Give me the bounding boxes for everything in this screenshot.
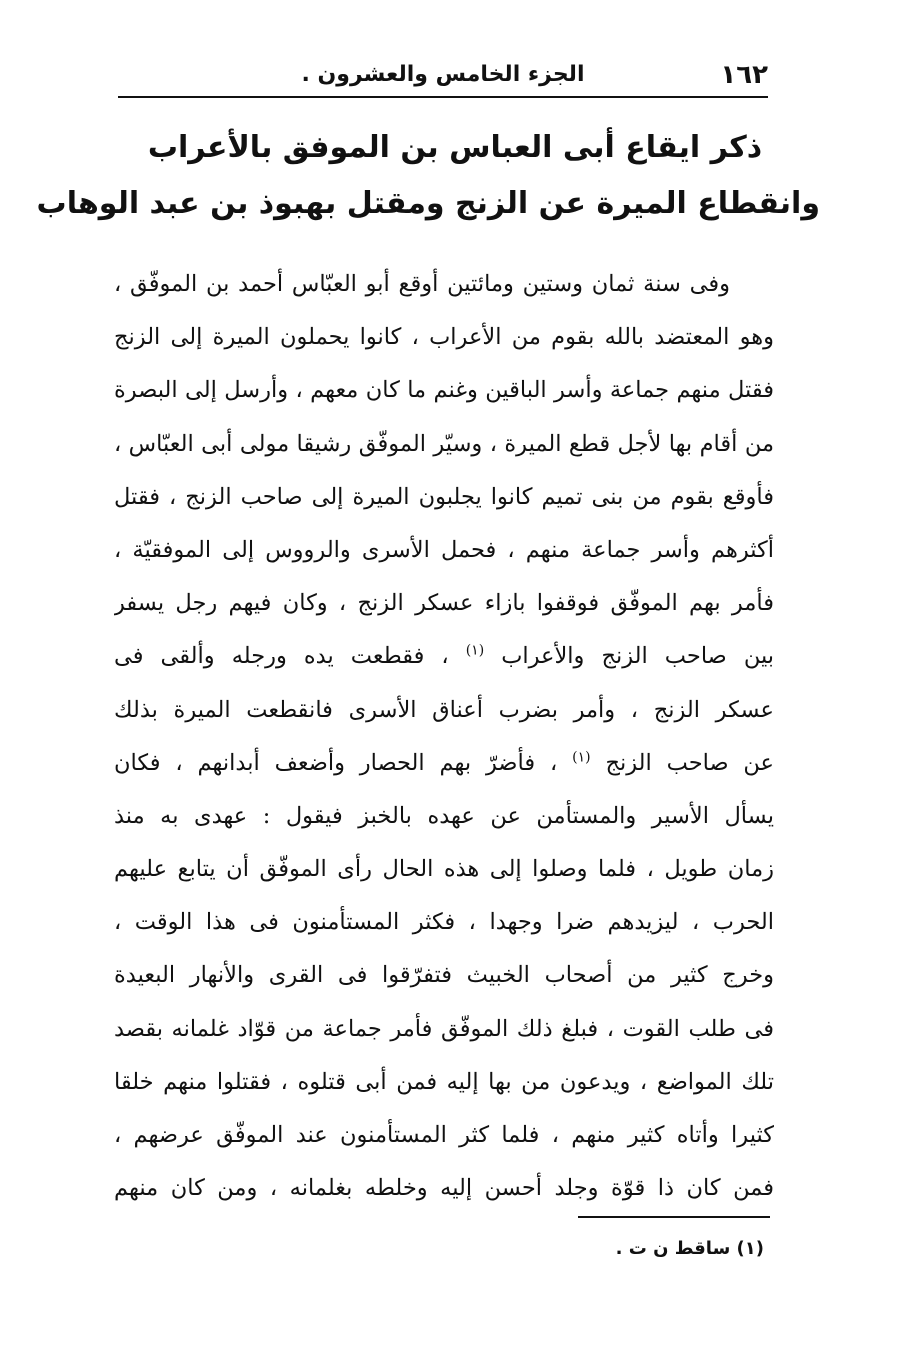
text-line: كثيرا وأتاه كثير منهم ، فلما كثر المستأمنون عند الموفّق عرضهم ، [114,1122,774,1148]
text-segment: بين صاحب الزنج والأعراب [501,643,774,670]
text-line: فأوقع بقوم من بنى تميم كانوا يجلبون الميرة إلى صاحب الزنج ، فقتل [114,483,774,510]
text-line: وخرج كثير من أصحاب الخبيث فتفرّقوا فى القرى والأنهار البعيدة [114,962,774,989]
text-line-with-note [114,737,774,790]
text-line: فى طلب القوت ، فبلغ ذلك الموفّق فأمر جماعة من قوّاد غلمانه بقصد [114,1015,774,1042]
text-line-with-note [114,630,774,683]
chapter-title [36,120,820,232]
text-line: زمان طويل ، فلما وصلوا إلى هذه الحال رأى الموفّق أن يتابع عليهم [114,856,774,883]
book-part-title: الجزء الخامس والعشرون . [301,62,585,87]
running-head [118,56,768,98]
text-line: أكثرهم وأسر جماعة منهم ، فحمل الأسرى والرووس إلى الموفقيّة ، [114,536,774,563]
footnote-reference: (١) [465,642,485,659]
text-line: الحرب ، ليزيدهم ضرا وجهدا ، فكثر المستأمنون فى هذا الوقت ، [114,909,774,936]
body-text [114,258,774,1215]
page-number: ١٦٢ [720,60,768,90]
text-line: وفى سنة ثمان وستين ومائتين أوقع أبو العبّاس أحمد بن الموفّق ، [114,271,730,297]
footnote-reference: (١) [572,749,591,766]
text-line: فقتل منهم جماعة وأسر الباقين وغنم ما كان معهم ، وأرسل إلى البصرة [114,377,774,404]
text-line: تلك المواضع ، ويدعون من بها إليه فمن أبى قتلوه ، فقتلوا منهم خلقا [114,1068,774,1095]
footnote-divider [578,1216,770,1218]
text-segment: ، فأضرّ بهم الحصار وأضعف أبدانهم ، فكان [114,749,558,776]
text-line: يسأل الأسير والمستأمن عن عهده بالخبز فيقول : عهدى به منذ [114,802,774,829]
chapter-title-line-1: ذكر ايقاع أبى العباس بن الموفق بالأعراب [147,130,763,165]
footnote: (١) ساقط ن ت . [615,1238,764,1259]
chapter-title-line-2: وانقطاع الميرة عن الزنج ومقتل بهبوذ بن عبد الوهاب [36,186,820,221]
text-line: من أقام بها لأجل قطع الميرة ، وسيّر الموفّق رشيقا مولى أبى العبّاس ، [114,430,774,457]
text-line: وهو المعتضد بالله بقوم من الأعراب ، كانوا يحملون الميرة إلى الزنج [114,324,774,351]
text-segment: عن صاحب الزنج [605,749,774,776]
text-line: فأمر بهم الموفّق فوقفوا بازاء عسكر الزنج ، وكان فيهم رجل يسفر [114,590,774,617]
text-line: فمن كان ذا قوّة وجلد أحسن إليه وخلطه بغلمانه ، ومن كان منهم [114,1175,774,1202]
text-segment: ، فقطعت يده ورجله وألقى فى [114,643,449,670]
text-line: عسكر الزنج ، وأمر بضرب أعناق الأسرى فانقطعت الميرة بذلك [114,696,774,723]
